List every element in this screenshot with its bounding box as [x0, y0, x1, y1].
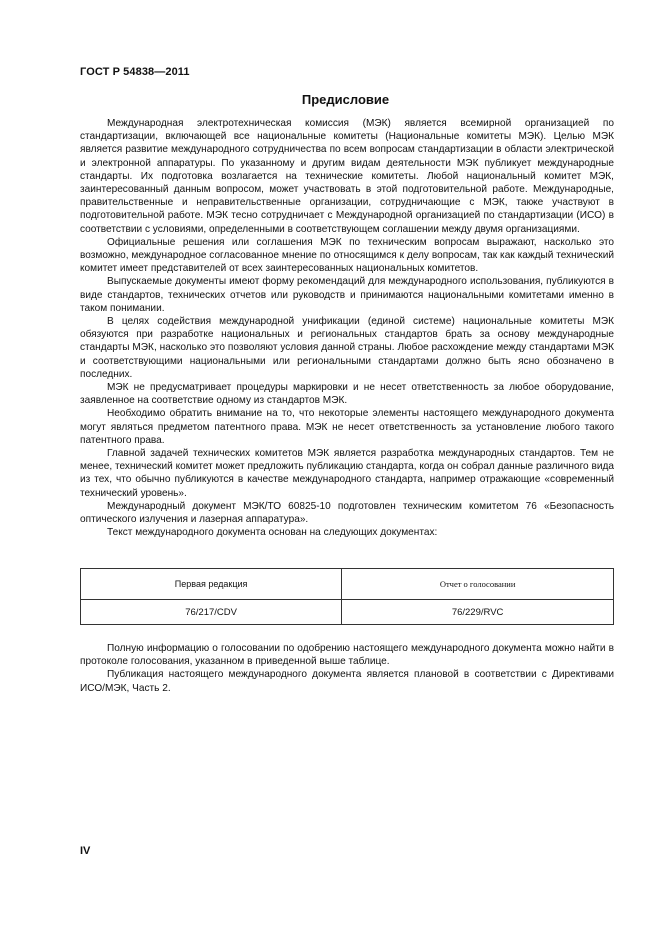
paragraph: Выпускаемые документы имеют форму рекомендаций для международного использования, публикуются в виде стандартов, технических отчетов или руководств и принимаются национальными комитетами именно в таком понимании. — [80, 276, 614, 314]
paragraph: Полную информацию о голосовании по одобрению настоящего международного документа можно найти в протоколе голосования, указанном в приведенной выше таблице. — [80, 643, 614, 668]
paragraph: МЭК не предусматривает процедуры маркировки и не несет ответственность за любое оборудование, заявленное на соответствие одному из стандартов МЭК. — [80, 382, 614, 407]
table-cell: 76/229/RVC — [342, 600, 614, 625]
page-number: IV — [80, 845, 91, 857]
foreword-body — [80, 117, 614, 540]
paragraph: Международная электротехническая комиссия (МЭК) является всемирной организацией по стандартизации, включающей все национальные комитеты (Национальные комитеты МЭК). Целью МЭК является развитие международного сотрудничества по всем вопросам стандартизации в области электрической и электронной аппаратуры. По указанному и другим видам деятельности МЭК публикует международные стандарты. Их подготовка возлагается на технические комитеты. Любой национальный комитет МЭК, заинтересованный данным вопросом, может участвовать в этой подготовительной работе. Международные, правительственные и неправительственные организации, сотрудничающие с МЭК, также участвуют в подготовительной работе. МЭК тесно сотрудничает с Международной организацией по стандартизации (ИСО) в соответствии с условиями, определенными в соответствующем соглашении между двумя организациями. — [80, 118, 614, 235]
table-row — [81, 600, 614, 625]
paragraph: Главной задачей технических комитетов МЭК является разработка международных стандартов. Тем не менее, технический комитет может предложить публикацию стандарта, когда он собрал данные различного вида из тех, что обычно публикуются в качестве международного стандарта, например отражающие «современный технический уровень». — [80, 448, 614, 499]
paragraph: Необходимо обратить внимание на то, что некоторые элементы настоящего международного документа могут являться предметом патентного права. МЭК не несет ответственность за установление любого такого патентного права. — [80, 408, 614, 446]
document-header: ГОСТ Р 54838—2011 — [80, 66, 190, 78]
paragraph: В целях содействия международной унификации (единой системе) национальные комитеты МЭК обязуются при разработке национальных и региональных стандартов брать за основу международные стандарты МЭК, насколько это позволяют условия данной страны. Любое расхождение между стандартами МЭК и соответствующими национальными или региональными стандартами должно быть ясно обозначено в последних. — [80, 316, 614, 380]
page-title-text: Предисловие — [301, 92, 390, 107]
foreword-body-after — [80, 642, 614, 695]
paragraph: Официальные решения или соглашения МЭК по техническим вопросам выражают, насколько это возможно, международное согласованное мнение по относящимся к делу вопросам, так как каждый технический комитет имеет представителей от всех заинтересованных национальных комитетов. — [80, 236, 614, 275]
table-header-cell: Первая редакция — [81, 569, 342, 600]
table-cell: 76/217/CDV — [81, 600, 342, 625]
table-header-row — [81, 569, 614, 600]
table-header-cell: Отчет о голосовании — [342, 569, 614, 600]
paragraph: Текст международного документа основан на следующих документах: — [107, 527, 438, 539]
documents-table — [80, 568, 614, 625]
paragraph: Международный документ МЭК/ТО 60825-10 подготовлен техническим комитетом 76 «Безопасность оптического излучения и лазерная аппаратура». — [80, 500, 614, 526]
page-title — [0, 92, 661, 107]
paragraph: Публикация настоящего международного документа является плановой в соответствии с Директивами ИСО/МЭК, Часть 2. — [80, 669, 614, 694]
